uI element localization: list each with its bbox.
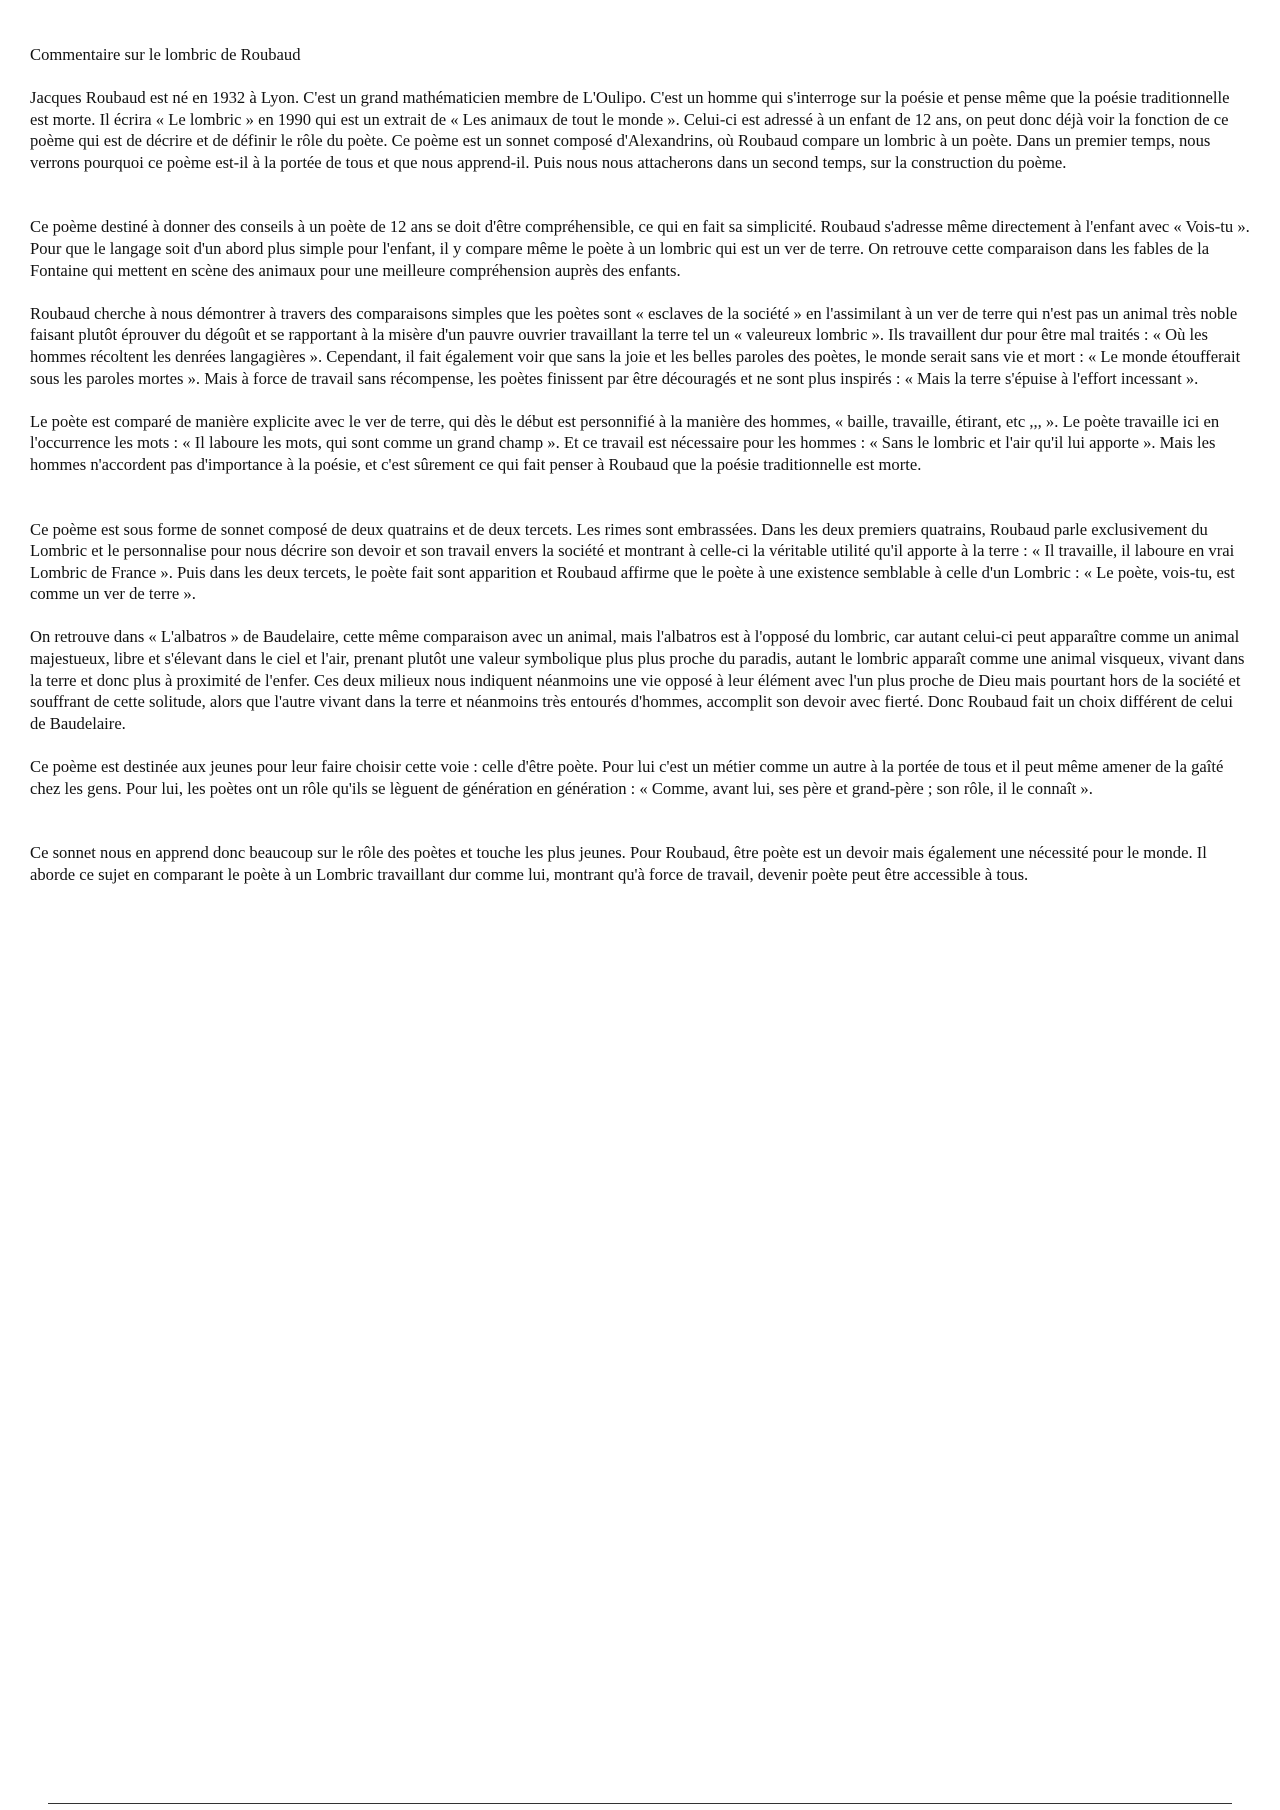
- paragraph: Le poète est comparé de manière explicite avec le ver de terre, qui dès le début est personnifié à la manière des hommes, « baille, travaille, étirant, etc ,,, ». Le poète travaille ici en l'occurrence les mots : « Il laboure les mots, qui sont comme un grand champ ». Et ce travail est nécessaire pour les hommes : « Sans le lombric et l'air qu'il lui apporte ». Mais les hommes n'accordent pas d'importance à la poésie, et c'est sûrement ce qui fait penser à Roubaud que la poésie traditionnelle est morte.: [30, 411, 1220, 474]
- paragraph: Roubaud cherche à nous démontrer à travers des comparaisons simples que les poètes sont « esclaves de la société » en l'assimilant à un ver de terre qui n'est pas un animal très noble faisant plutôt éprouver du dégoût et se rapportant à la misère d'un pauvre ouvrier travaillant la terre tel un « valeureux lombric ». Ils travaillent dur pour être mal traités : « Où les hommes récoltent les denrées langagières ». Cependant, il fait également voir que sans la joie et les belles paroles des poètes, le monde serait sans vie et mort : « Le monde étoufferait sous les paroles mortes ». Mais à force de travail sans récompense, les poètes finissent par être découragés et ne sont plus inspirés : « Mais la terre s'épuise à l'effort incessant ».: [30, 303, 1241, 388]
- paragraph-conclusion: Ce sonnet nous en apprend donc beaucoup sur le rôle des poètes et touche les plus jeunes. Pour Roubaud, être poète est un devoir mais également une nécessité pour le monde. Il aborde ce sujet en comparant le poète à un Lombric travaillant dur comme lui, montrant qu'à force de travail, devenir poète peut être accessible à tous.: [30, 843, 1207, 884]
- paragraph: Ce poème destiné à donner des conseils à un poète de 12 ans se doit d'être compréhensible, ce qui en fait sa simplicité. Roubaud s'adresse même directement à l'enfant avec « Vois-tu ». Pour que le langage soit d'un abord plus simple pour l'enfant, il y compare même le poète à un lombric qui est un ver de terre. On retrouve cette comparaison dans les fables de la Fontaine qui mettent en scène des animaux pour une meilleure compréhension auprès des enfants.: [30, 217, 1250, 280]
- document-title: Commentaire sur le lombric de Roubaud: [30, 45, 301, 64]
- document-page: [30, 44, 1252, 907]
- paragraph-introduction: Jacques Roubaud est né en 1932 à Lyon. C'est un grand mathématicien membre de L'Oulipo. C'est un homme qui s'interroge sur la poésie et pense même que la poésie traditionnelle est morte. Il écrira « Le lombric » en 1990 qui est un extrait de « Les animaux de tout le monde ». Celui-ci est adressé à un enfant de 12 ans, on peut donc déjà voir la fonction de ce poème qui est de décrire et de définir le rôle du poète. Ce poème est un sonnet composé d'Alexandrins, où Roubaud compare un lombric à un poète. Dans un premier temps, nous verrons pourquoi ce poème est-il à la portée de tous et que nous apprend-il. Puis nous nous attacherons dans un second temps, sur la construction du poème.: [30, 88, 1230, 172]
- paragraph: Ce poème est destinée aux jeunes pour leur faire choisir cette voie : celle d'être poète. Pour lui c'est un métier comme un autre à la portée de tous et il peut même amener de la gaîté chez les gens. Pour lui, les poètes ont un rôle qu'ils se lèguent de génération en génération : « Comme, avant lui, ses père et grand-père ; son rôle, il le connaît ».: [30, 757, 1224, 798]
- paragraph: Ce poème est sous forme de sonnet composé de deux quatrains et de deux tercets. Les rimes sont embrassées. Dans les deux premiers quatrains, Roubaud parle exclusivement du Lombric et le personnalise pour nous décrire son devoir et son travail envers la société et montrant à celle-ci la véritable utilité qu'il apporte à la terre : « Il travaille, il laboure en vrai Lombric de France ». Puis dans les deux tercets, le poète fait sont apparition et Roubaud affirme que le poète à une existence semblable à celle d'un Lombric : « Le poète, vois-tu, est comme un ver de terre ».: [30, 519, 1235, 604]
- footer-divider: [48, 1803, 1232, 1804]
- paragraph: On retrouve dans « L'albatros » de Baudelaire, cette même comparaison avec un animal, mais l'albatros est à l'opposé du lombric, car autant celui-ci peut apparaître comme un animal majestueux, libre et s'élevant dans le ciel et l'air, prenant plutôt une valeur symbolique plus plus proche du paradis, autant le lombric apparaît comme une animal visqueux, vivant dans la terre et donc plus à proximité de l'enfer. Ces deux milieux nous indiquent néanmoins une vie opposé à leur élément avec l'un plus proche de Dieu mais pourtant hors de la société et souffrant de cette solitude, alors que l'autre vivant dans la terre et néanmoins très entourés d'hommes, accomplit son devoir avec fierté. Donc Roubaud fait un choix différent de celui de Baudelaire.: [30, 627, 1245, 733]
